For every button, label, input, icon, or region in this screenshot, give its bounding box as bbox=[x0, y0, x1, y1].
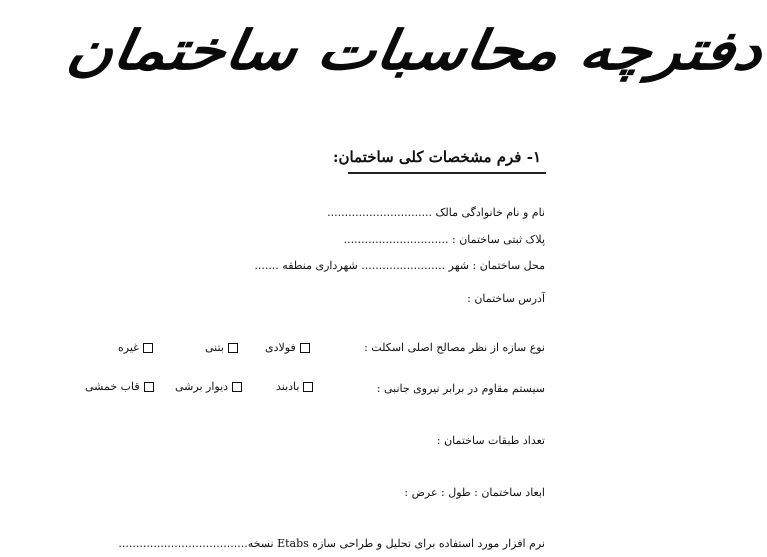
checkbox-icon[interactable] bbox=[144, 382, 154, 392]
checkbox-icon[interactable] bbox=[300, 343, 310, 353]
address-field: آدرس ساختمان : bbox=[467, 292, 545, 305]
structure-material-label: نوع سازه از نظر مصالح اصلی اسکلت : bbox=[364, 341, 545, 354]
document-title: دفترچه محاسبات ساختمان bbox=[62, 18, 767, 82]
checkbox-icon[interactable] bbox=[143, 343, 153, 353]
registered-plate-field: پلاک ثبتی ساختمان : .............................. bbox=[343, 233, 545, 246]
option-bracing[interactable] bbox=[276, 380, 313, 393]
option-steel-label: فولادی bbox=[265, 341, 296, 354]
dimensions-field: ابعاد ساختمان : طول : عرض : bbox=[404, 486, 545, 499]
lateral-system-label: سیستم مقاوم در برابر نیروی جانبی : bbox=[376, 382, 545, 395]
checkbox-icon[interactable] bbox=[232, 382, 242, 392]
option-shear-wall-label: دیوار برشی bbox=[175, 380, 229, 393]
software-field: نرم افزار مورد استفاده برای تحلیل و طراحی سازه Etabs نسخه..................................... bbox=[118, 537, 545, 550]
heading-underline bbox=[348, 172, 546, 174]
option-moment-frame[interactable] bbox=[85, 380, 154, 393]
building-location-field: محل ساختمان : شهر ........................ شهرداری منطقه ....... bbox=[254, 259, 545, 272]
option-bracing-label: بادبند bbox=[276, 380, 300, 393]
owner-name-field: نام و نام خانوادگی مالک .............................. bbox=[327, 206, 545, 219]
option-concrete-label: بتنی bbox=[205, 341, 224, 354]
option-other-label: غیره bbox=[118, 341, 139, 354]
option-moment-frame-label: قاب خمشی bbox=[85, 380, 140, 393]
option-shear-wall[interactable] bbox=[175, 380, 242, 393]
option-concrete[interactable] bbox=[205, 341, 238, 354]
checkbox-icon[interactable] bbox=[228, 343, 238, 353]
checkbox-icon[interactable] bbox=[303, 382, 313, 392]
option-steel[interactable] bbox=[265, 341, 310, 354]
section-heading: ۱- فرم مشخصات کلی ساختمان: bbox=[332, 148, 541, 166]
floors-count-field: تعداد طبقات ساختمان : bbox=[436, 434, 545, 447]
option-other[interactable] bbox=[118, 341, 153, 354]
